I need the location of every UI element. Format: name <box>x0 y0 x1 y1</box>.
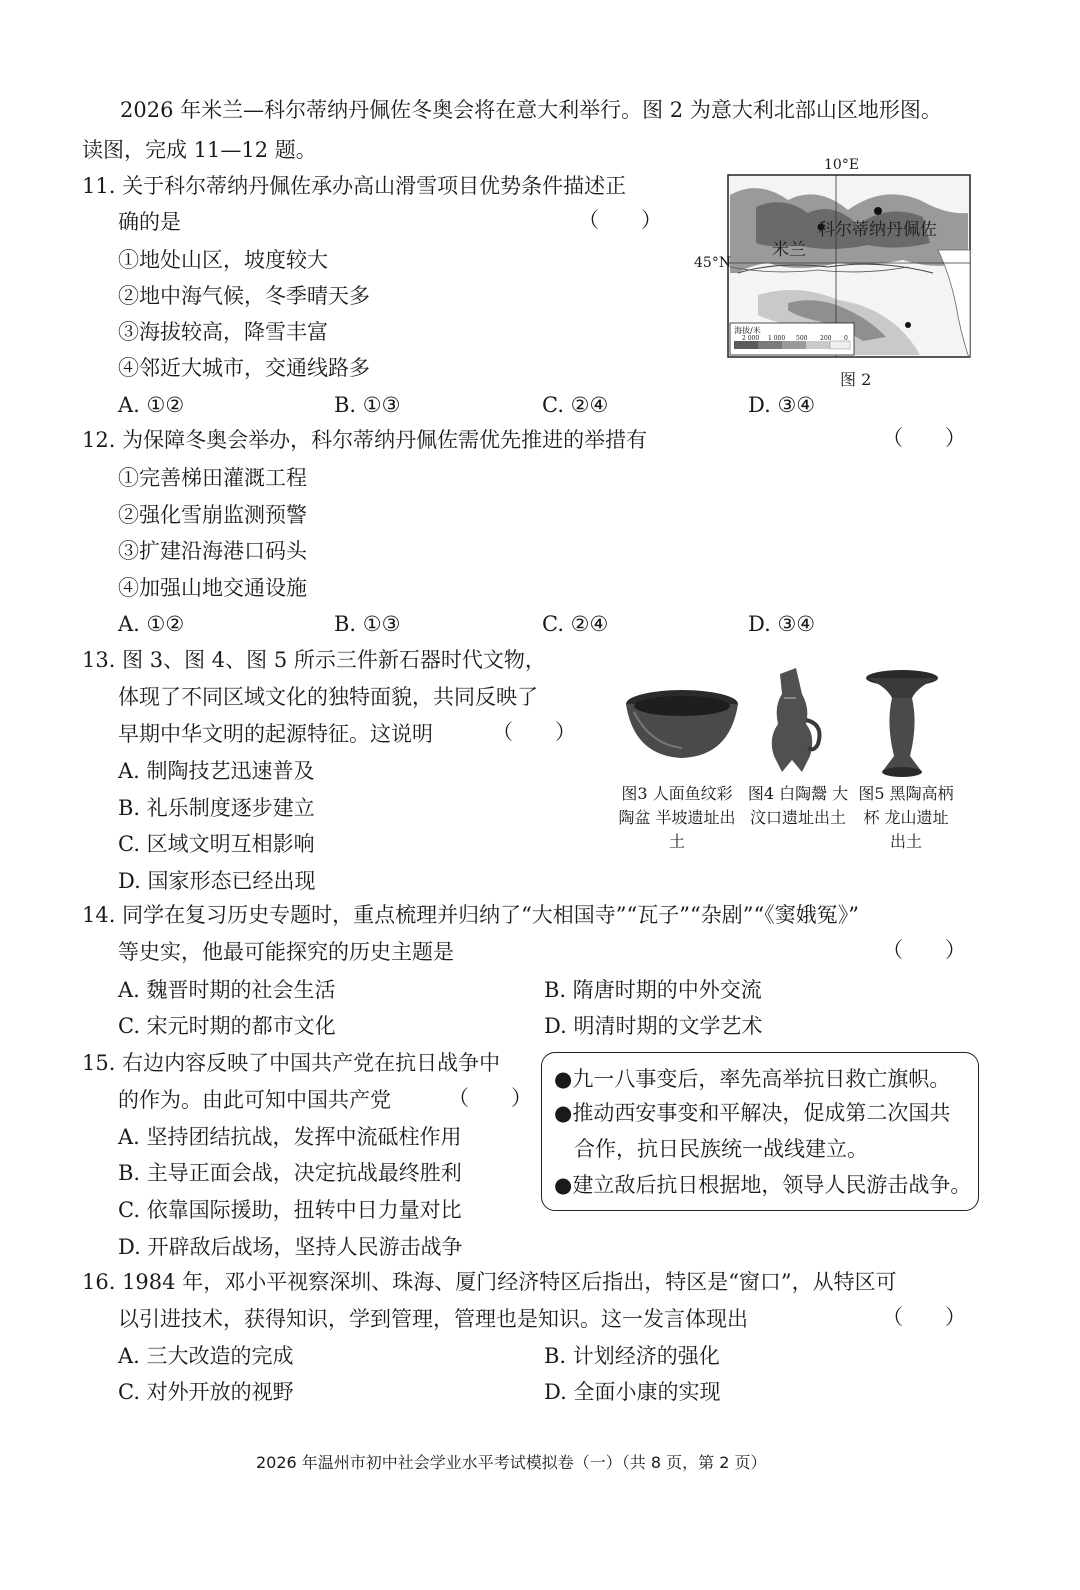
q15-answer-bracket[interactable]: （ ） <box>448 1086 532 1110</box>
q12-answer-bracket[interactable]: （ ） <box>882 426 966 450</box>
q14-option-d[interactable]: D. 明清时期的文学艺术 <box>544 1014 763 1038</box>
q14-stem-line2: 等史实，他最可能探究的历史主题是 <box>118 940 454 964</box>
q12-option-d[interactable]: D. ③④ <box>748 612 816 636</box>
q12-item: ③扩建沿海港口码头 <box>118 539 307 563</box>
cortina-marker <box>874 207 882 215</box>
q16-option-c[interactable]: C. 对外开放的视野 <box>118 1380 294 1404</box>
intro-line-2: 读图，完成 11—12 题。 <box>82 138 317 162</box>
q13-option-d[interactable]: D. 国家形态已经出现 <box>118 869 316 893</box>
q11-item: ①地处山区，坡度较大 <box>118 248 328 272</box>
legend-value: 0 <box>844 335 848 342</box>
legend-title: 海拔/米 <box>734 326 761 335</box>
q11-answer-bracket[interactable]: （ ） <box>578 208 662 232</box>
q15-box-bullet-2: ●推动西安事变和平解决，促成第二次国共 <box>554 1101 951 1125</box>
terrain-map <box>698 155 980 385</box>
q13-option-b[interactable]: B. 礼乐制度逐步建立 <box>118 796 315 820</box>
stem-cup-image <box>866 670 938 777</box>
legend-value: 500 <box>796 335 808 342</box>
q14-option-a[interactable]: A. 魏晋时期的社会生活 <box>118 978 336 1002</box>
q16-answer-bracket[interactable]: （ ） <box>882 1305 966 1329</box>
q11-stem-line1: 11. 关于科尔蒂纳丹佩佐承办高山滑雪项目优势条件描述正 <box>82 174 627 198</box>
artifact-figures <box>620 664 960 784</box>
q12-option-a[interactable]: A. ①② <box>118 612 185 636</box>
artifact-images <box>620 664 960 784</box>
q12-option-c[interactable]: C. ②④ <box>542 612 609 636</box>
fig5-caption: 图5 黑陶高柄杯 龙山遗址出土 <box>858 784 954 851</box>
city-label-milan: 米兰 <box>772 240 806 260</box>
map-figure <box>694 155 980 389</box>
lat-label: 45°N <box>694 255 732 271</box>
q15-box-bullet-1: ●九一八事变后，率先高举抗日救亡旗帜。 <box>554 1067 951 1091</box>
q12-option-b[interactable]: B. ①③ <box>334 612 401 636</box>
q12-stem-line1: 12. 为保障冬奥会举办，科尔蒂纳丹佩佐需优先推进的举措有 <box>82 428 648 452</box>
fig3-caption: 图3 人面鱼纹彩陶盆 半坡遗址出土 <box>618 784 736 851</box>
q15-option-d[interactable]: D. 开辟敌后战场，坚持人民游击战争 <box>118 1235 463 1259</box>
map-caption: 图 2 <box>840 370 872 389</box>
q11-option-a[interactable]: A. ①② <box>118 393 185 417</box>
q12-item: ①完善梯田灌溉工程 <box>118 466 307 490</box>
basin-image <box>626 690 738 758</box>
q13-stem-line1: 13. 图 3、图 4、图 5 所示三件新石器时代文物， <box>82 648 546 672</box>
lon-label: 10°E <box>824 157 860 173</box>
intro-line-1: 2026 年米兰—科尔蒂纳丹佩佐冬奥会将在意大利举行。图 2 为意大利北部山区地形图。 <box>120 98 942 122</box>
legend-value: 2 000 <box>742 335 760 342</box>
q15-box-bullet-3: ●建立敌后抗日根据地，领导人民游击战争。 <box>554 1173 972 1197</box>
q15-option-c[interactable]: C. 依靠国际援助，扭转中日力量对比 <box>118 1198 462 1222</box>
q13-answer-bracket[interactable]: （ ） <box>492 720 576 744</box>
fig4-caption: 图4 白陶鬶 大汶口遗址出土 <box>747 784 849 827</box>
q12-item: ④加强山地交通设施 <box>118 576 307 600</box>
q15-material-box <box>541 1052 979 1211</box>
q13-option-c[interactable]: C. 区域文明互相影响 <box>118 832 315 856</box>
q15-stem-line2: 的作为。由此可知中国共产党 <box>118 1088 391 1112</box>
q11-item: ③海拔较高，降雪丰富 <box>118 320 328 344</box>
q12-item: ②强化雪崩监测预警 <box>118 503 307 527</box>
q11-option-d[interactable]: D. ③④ <box>748 393 816 417</box>
q11-item: ④邻近大城市，交通线路多 <box>118 356 370 380</box>
q13-stem-line2: 体现了不同区域文化的独特面貌，共同反映了 <box>118 685 538 709</box>
q14-stem-line1: 14. 同学在复习历史专题时，重点梳理并归纳了“大相国寺”“瓦子”“杂剧”“《窦娥冤》” <box>82 903 859 927</box>
q11-item: ②地中海气候，冬季晴天多 <box>118 284 370 308</box>
pitcher-image <box>772 668 820 772</box>
q15-box-bullet-2-cont: 合作，抗日民族统一战线建立。 <box>574 1137 868 1161</box>
q13-option-a[interactable]: A. 制陶技艺迅速普及 <box>118 759 315 783</box>
q14-option-b[interactable]: B. 隋唐时期的中外交流 <box>544 978 762 1002</box>
q15-stem-line1: 15. 右边内容反映了中国共产党在抗日战争中 <box>82 1051 501 1075</box>
city-label-cortina: 科尔蒂纳丹佩佐 <box>818 220 937 240</box>
q15-option-b[interactable]: B. 主导正面会战，决定抗战最终胜利 <box>118 1161 462 1185</box>
q14-answer-bracket[interactable]: （ ） <box>882 938 966 962</box>
q14-option-c[interactable]: C. 宋元时期的都市文化 <box>118 1014 336 1038</box>
legend-value: 200 <box>820 335 832 342</box>
q16-stem-line2: 以引进技术，获得知识，学到管理，管理也是知识。这一发言体现出 <box>118 1307 748 1331</box>
q11-option-c[interactable]: C. ②④ <box>542 393 609 417</box>
q16-option-d[interactable]: D. 全面小康的实现 <box>544 1380 721 1404</box>
q11-option-b[interactable]: B. ①③ <box>334 393 401 417</box>
q13-stem-line3: 早期中华文明的起源特征。这说明 <box>118 722 433 746</box>
page-footer: 2026 年温州市初中社会学业水平考试模拟卷（一）（共 8 页，第 2 页） <box>256 1453 767 1472</box>
q11-stem-line2: 确的是 <box>118 210 181 234</box>
q16-option-a[interactable]: A. 三大改造的完成 <box>118 1344 294 1368</box>
q16-option-b[interactable]: B. 计划经济的强化 <box>544 1344 720 1368</box>
legend-value: 1 000 <box>768 335 786 342</box>
q16-stem-line1: 16. 1984 年，邓小平视察深圳、珠海、厦门经济特区后指出，特区是“窗口”，从特区可 <box>82 1270 897 1294</box>
q15-option-a[interactable]: A. 坚持团结抗战，发挥中流砥柱作用 <box>118 1125 462 1149</box>
